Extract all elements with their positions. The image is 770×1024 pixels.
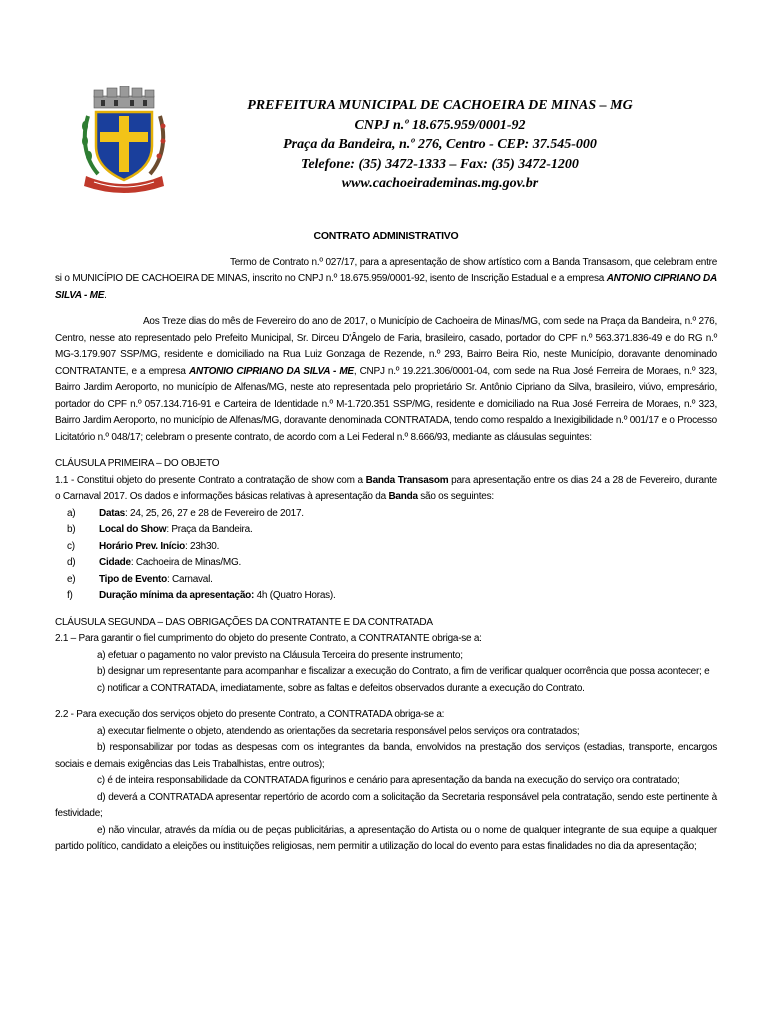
item-key: Local do Show [99,524,167,535]
municipality-name: PREFEITURA MUNICIPAL DE CACHOEIRA DE MINAS – MG [247,98,633,113]
item-label: d) [67,557,76,568]
list-item [67,539,717,556]
clause-1-1-text-e: são os seguintes: [417,491,494,502]
clause-1-title: CLÁUSULA PRIMEIRA – DO OBJETO [55,458,220,469]
clause-2-1-a: a) efetuar o pagamento no valor previsto na Cláusula Terceira do presente instrumento; [97,649,463,661]
clause-1-1 [55,473,717,506]
municipality-phone: Telefone: (35) 3472-1333 – Fax: (35) 3472-1200 [301,156,579,172]
contract-body [55,228,717,856]
item-label: a) [67,507,76,519]
item-key: Horário Prev. Início [99,540,185,552]
list-item [67,555,717,572]
item-label: f) [67,590,73,601]
clause-2-1-b: b) designar um representante para acompanhar e fiscalizar a execução do Contrato, a fim de verificar qualquer ocorrência que possa acontecer; e [97,666,710,677]
clause-1-1-text-a: 1.1 - Constitui objeto do presente Contrato a contratação de show com a [55,474,366,486]
clause-2-2-d: d) deverá a CONTRATADA apresentar repertório de acordo com a solicitação da Secretaria responsável pela contratação, sendo este pertinente à festividade; [55,791,717,819]
clause-2-1-c: c) notificar a CONTRATADA, imediatamente, sobre as faltas e defeitos observados durante a execução do Contrato. [97,682,585,694]
clause-2-title: CLÁUSULA SEGUNDA – DAS OBRIGAÇÕES DA CONTRATANTE E DA CONTRATADA [55,616,433,628]
clause-2-1: 2.1 – Para garantir o fiel cumprimento do objeto do presente Contrato, a CONTRATANTE obriga-se a: [55,633,482,644]
item-value: 4h (Quatro Horas). [254,590,336,601]
list-item [67,588,717,605]
clause-1-1-text-c: para apresentação entre os dias 24 a 28 de Fevereiro, durante o Carnaval 2017. Os dados e informações básicas relativas à apresentação da [55,474,717,502]
preamble-text-2: , CNPJ n.º 19.221.306/0001-04, com sede na Rua José Ferreira de Moraes, n.º 323, Bairro Jardim Aeroporto, no município de Alfenas/MG, neste ato representada pelo proprietário Sr. Antônio Cipriano da Silva, brasileiro, viúvo, empresário, portador do CPF n.º 057.134.716-91 e Carteira de Identidade n.º M-1.720.351 SSP/MG, residente e domiciliado na Rua José Ferreira de Moraes, n.º 323, Bairro Jardim Aeroporto, no município de Alfenas/MG, doravante denominada CONTRATADA, tendo como respaldo a Inexigibilidade n.º 001/17 e o Processo Licitatório n.º 048/17; celebram o presente contrato, de acordo com a Lei Federal n.º 8.666/93, mediante as cláusulas seguintes: [55,365,718,443]
item-key: Cidade [99,557,131,568]
item-label: c) [67,540,75,552]
item-value: : 24, 25, 26, 27 e 28 de Fevereiro de 2017. [125,507,304,519]
clause-2-2: 2.2 - Para execução dos serviços objeto do presente Contrato, a CONTRATADA obriga-se a: [55,709,445,720]
municipality-address: Praça da Bandeira, n.º 276, Centro - CEP: 37.545-000 [283,137,597,152]
list-item [67,506,717,523]
band-name: Banda Transasom [365,474,449,486]
intro-text: Termo de Contrato n.º 027/17, para a apresentação de show artístico com a Banda Transasom, que celebram entre si o MUNICÍPIO DE CACHOEIRA DE MINAS, inscrito no CNPJ n.º 18.675.959/0001-92, isento de Inscrição Estadual e a empresa [55,256,717,284]
municipal-coat-of-arms-icon [80,86,168,194]
letterhead [190,96,690,194]
list-item [67,572,717,589]
item-value: : 23h30. [184,540,220,552]
contractor-name-2: ANTONIO CIPRIANO DA SILVA - ME [188,365,354,377]
show-details-list [55,506,717,605]
clause-2-2-e: e) não vincular, através da mídia ou de peças publicitárias, a apresentação do Artista ou o nome de qualquer integrante de sua equipe a qualquer partido político, candidato a eleições ou instituições religiosas, nem permitir a utilização do local do evento para estas finalidades no dia da apresentação; [55,824,717,852]
item-value: : Cachoeira de Minas/MG. [130,557,242,568]
item-key: Duração mínima da apresentação: [99,590,255,601]
band-word: Banda [388,491,418,502]
document-title: CONTRATO ADMINISTRATIVO [313,230,459,242]
clause-2-2-a: a) executar fielmente o objeto, atendendo as orientações da secretaria responsável pelos serviços ora contratados; [97,725,580,737]
item-key: Datas [99,507,125,519]
item-key: Tipo de Evento [99,573,167,585]
item-label: b) [67,524,76,535]
list-item [67,522,717,539]
item-label: e) [67,573,76,585]
municipality-website: www.cachoeirademinas.mg.gov.br [341,176,539,191]
contract-preamble [55,314,717,446]
item-value: : Praça da Bandeira. [166,524,253,535]
clause-2-2-b: b) responsabilizar por todas as despesas com os integrantes da banda, envolvidos na prestação dos serviços (estadias, transporte, encargos sociais e demais exigências das Leis Trabalhistas, entre outros); [55,742,717,770]
intro-period: . [104,289,107,301]
contractor-name: ANTONIO CIPRIANO DA SILVA - ME [55,273,717,301]
preamble-text-1: Aos Treze dias do mês de Fevereiro do ano de 2017, o Município de Cachoeira de Minas/MG, com sede na Praça da Bandeira, n.º 276, Centro, nesse ato representado pelo Prefeito Municipal, Sr. Dirceu D'Ângelo de Faria, brasileiro, casado, portador do CPF n.º 563.371.836-49 e do RG n.º MG-3.179.907 SSP/MG, residente e domiciliado na Rua Luiz Gonzaga de Rezende, n.º 293, Bairro Beira Rio, neste Município, doravante denominado CONTRATANTE, e a empresa [55,316,717,377]
contract-intro [55,255,717,305]
item-value: : Carnaval. [167,573,213,585]
clause-2-2-c: c) é de inteira responsabilidade da CONTRATADA figurinos e cenário para apresentação da banda na execução do serviço ora contratado; [97,775,680,786]
municipality-cnpj: CNPJ n.º 18.675.959/0001-92 [354,117,526,133]
